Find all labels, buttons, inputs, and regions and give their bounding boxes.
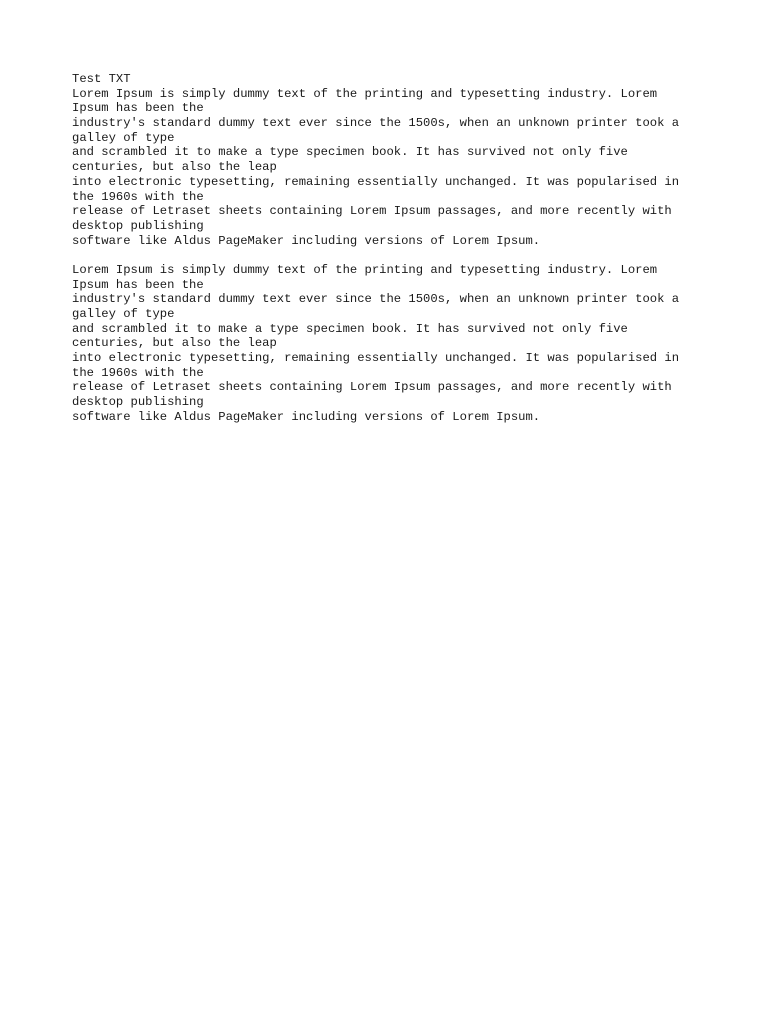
text-line: industry's standard dummy text ever since the 1500s, when an unknown printer took a [72,292,680,307]
text-line: Lorem Ipsum is simply dummy text of the printing and typesetting industry. Lorem [72,262,658,277]
document-title: Test TXT [72,72,131,86]
text-line: release of Letraset sheets containing Lorem Ipsum passages, and more recently with [72,380,672,395]
text-line: into electronic typesetting, remaining essentially unchanged. It was popularised in [72,174,680,189]
text-line: Ipsum has been the [72,101,204,116]
paragraph-1 [72,87,712,249]
text-line: centuries, but also the leap [72,160,277,175]
text-line: into electronic typesetting, remaining essentially unchanged. It was popularised in [72,351,680,366]
text-line: Lorem Ipsum is simply dummy text of the printing and typesetting industry. Lorem [72,86,658,101]
text-line: and scrambled it to make a type specimen book. It has survived not only five [72,145,628,160]
text-line: centuries, but also the leap [72,336,277,351]
text-line: the 1960s with the [72,189,204,204]
text-line: release of Letraset sheets containing Lorem Ipsum passages, and more recently with [72,204,672,219]
text-line: galley of type [72,130,175,145]
text-line: software like Aldus PageMaker including versions of Lorem Ipsum. [72,233,541,248]
paragraph-gap [72,248,712,263]
text-line: desktop publishing [72,395,204,410]
text-line: software like Aldus PageMaker including versions of Lorem Ipsum. [72,409,541,424]
document-page [72,72,712,425]
paragraph-2 [72,263,712,425]
text-line: Ipsum has been the [72,277,204,292]
text-line: and scrambled it to make a type specimen book. It has survived not only five [72,321,628,336]
text-line: the 1960s with the [72,365,204,380]
text-line: desktop publishing [72,218,204,233]
text-line: galley of type [72,307,175,321]
text-line: industry's standard dummy text ever since the 1500s, when an unknown printer took a [72,116,680,131]
